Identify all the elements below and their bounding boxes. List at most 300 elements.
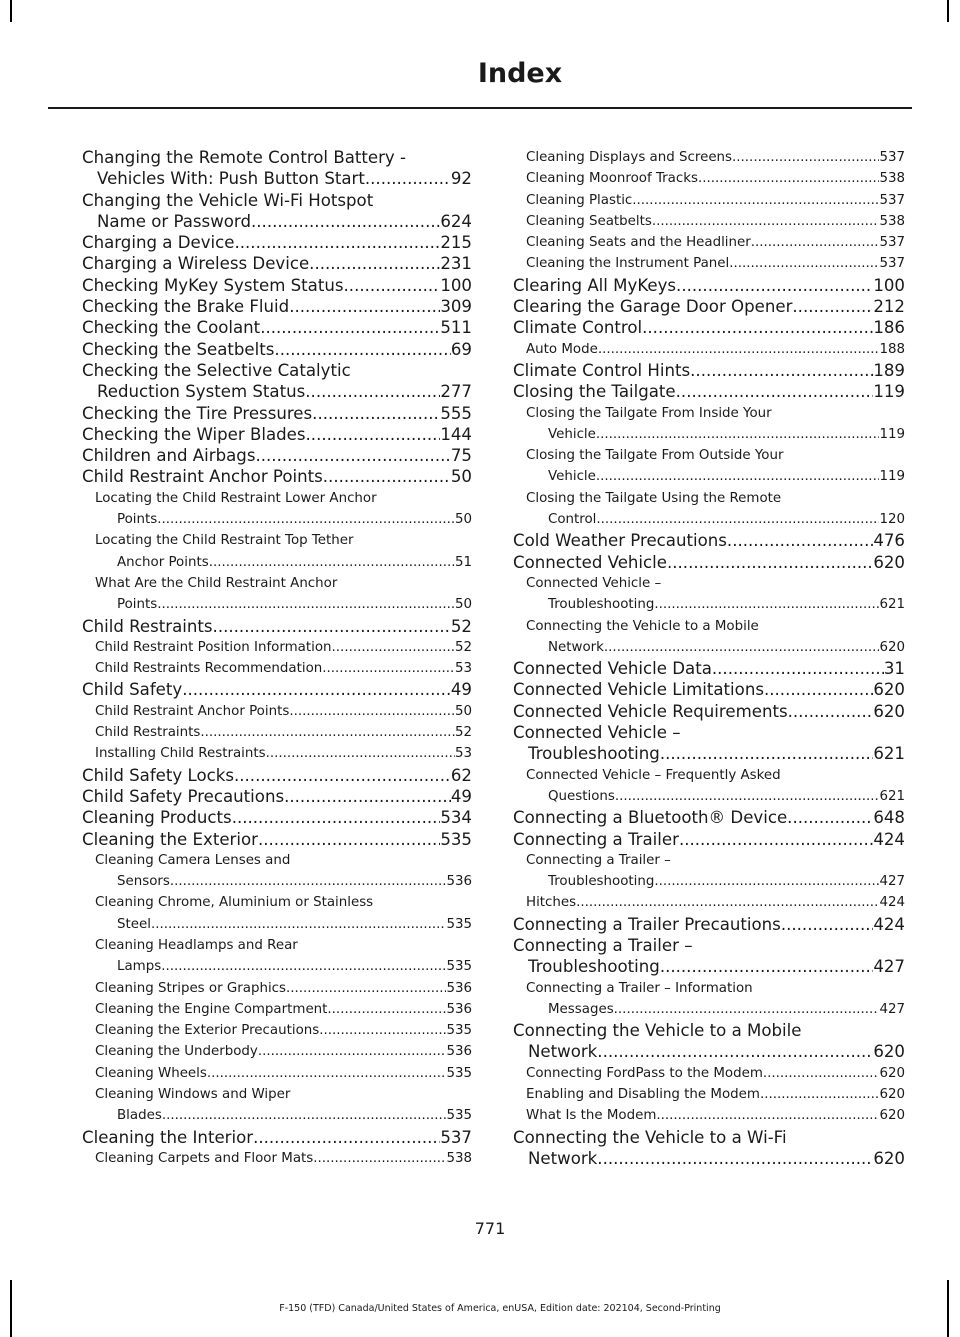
page-number: 771: [474, 1219, 506, 1238]
entry-page-number: 536: [446, 980, 472, 996]
dot-leader: [676, 275, 873, 296]
index-entry: [82, 403, 472, 424]
entry-text: Checking the Coolant: [82, 318, 261, 338]
entry-page-number: 535: [446, 1065, 472, 1081]
dot-leader: [251, 211, 440, 232]
entry-text: What Is the Modem: [526, 1108, 657, 1124]
entry-text: Connecting a Bluetooth® Device: [513, 808, 788, 828]
dot-leader: [596, 424, 880, 445]
entry-text: Connected Vehicle Requirements: [513, 701, 788, 721]
index-subentry: [513, 147, 905, 168]
entry-text: Connecting the Vehicle to a Wi-Fi: [513, 1127, 787, 1147]
entry-page-number: 52: [454, 639, 472, 655]
index-subentry: [513, 850, 905, 893]
dot-leader: [642, 317, 873, 338]
entry-page-number: 537: [879, 256, 905, 272]
dot-leader: [676, 381, 874, 402]
dot-leader: [656, 1105, 879, 1126]
entry-text: Cleaning Stripes or Graphics: [95, 980, 286, 996]
crop-mark-top-left: [10, 0, 12, 22]
entry-text: Cleaning Chrome, Aluminium or Stainless: [95, 895, 374, 911]
index-entry: [82, 765, 472, 786]
entry-page-number: 511: [440, 318, 472, 338]
entry-text: Cleaning the Engine Compartment: [95, 1001, 328, 1017]
entry-text: Charging a Device: [82, 233, 235, 253]
dot-leader: [597, 1148, 873, 1169]
entry-text: Cleaning Seats and the Headliner: [526, 235, 751, 251]
index-entry: [82, 829, 472, 850]
index-subentry: [513, 765, 905, 808]
entry-text: Locating the Child Restraint Top Tether: [95, 533, 354, 549]
index-entry: [82, 317, 472, 338]
entry-text: Connected Vehicle Limitations: [513, 680, 764, 700]
entry-text: Children and Airbags: [82, 446, 256, 466]
entry-text: Network: [548, 639, 604, 655]
dot-leader: [652, 211, 880, 232]
index-subentry: [82, 892, 472, 935]
dot-leader: [213, 616, 451, 637]
entry-text: Checking the Wiper Blades: [82, 424, 306, 444]
entry-text: Closing the Tailgate From Inside Your: [526, 405, 772, 421]
index-entry: [513, 658, 905, 679]
entry-page-number: 620: [873, 1148, 905, 1168]
dot-leader: [322, 658, 455, 679]
entry-text: Name or Password: [97, 211, 251, 231]
dot-leader: [788, 701, 874, 722]
entry-page-number: 50: [454, 512, 472, 528]
dot-leader: [284, 786, 451, 807]
index-entry: [513, 360, 905, 381]
dot-leader: [660, 956, 874, 977]
entry-page-number: 648: [873, 808, 905, 828]
index-subentry: [513, 1105, 905, 1126]
entry-page-number: 427: [879, 1001, 905, 1017]
index-entry: [82, 190, 472, 233]
dot-leader: [313, 1148, 446, 1169]
entry-text: Network: [528, 1042, 598, 1062]
entry-text: Climate Control Hints: [513, 360, 691, 380]
entry-text: Cleaning Carpets and Floor Mats: [95, 1150, 314, 1166]
entry-page-number: 537: [879, 150, 905, 165]
entry-text: Control: [548, 512, 597, 528]
entry-page-number: 144: [440, 424, 472, 444]
index-entry: [513, 1127, 905, 1170]
index-subentry: [82, 658, 472, 679]
dot-leader: [344, 275, 441, 296]
dot-leader: [365, 168, 451, 189]
index-subentry: [513, 616, 905, 659]
dot-leader: [209, 552, 455, 573]
entry-text: Child Restraint Anchor Points: [95, 703, 290, 719]
index-subentry: [82, 701, 472, 722]
dot-leader: [712, 658, 884, 679]
index-subentry: [82, 850, 472, 893]
entry-page-number: 62: [450, 765, 472, 785]
index-entry: [82, 424, 472, 445]
dot-leader: [632, 190, 879, 211]
index-subentry: [82, 488, 472, 531]
entry-page-number: 537: [879, 235, 905, 251]
dot-leader: [286, 978, 446, 999]
entry-page-number: 53: [454, 661, 472, 677]
entry-text: Child Safety Locks: [82, 765, 234, 785]
entry-page-number: 31: [883, 659, 905, 679]
entry-text: Troubleshooting: [528, 744, 660, 764]
dot-leader: [604, 637, 880, 658]
index-subentry: [82, 573, 472, 616]
entry-text: Cleaning Wheels: [95, 1065, 207, 1081]
entry-text: Vehicles With: Push Button Start: [97, 169, 365, 189]
entry-page-number: 52: [450, 616, 472, 636]
entry-page-number: 69: [450, 339, 472, 359]
entry-text: Connecting the Vehicle to a Mobile: [513, 1021, 802, 1041]
dot-leader: [760, 1084, 879, 1105]
entry-page-number: 188: [879, 341, 905, 357]
entry-page-number: 620: [879, 1065, 905, 1081]
dot-leader: [200, 722, 455, 743]
entry-page-number: 536: [446, 874, 472, 890]
dot-leader: [727, 530, 873, 551]
entry-page-number: 476: [873, 531, 905, 551]
index-subentry: [513, 1084, 905, 1105]
entry-text: Child Safety: [82, 680, 183, 700]
entry-text: Enabling and Disabling the Modem: [526, 1087, 760, 1103]
header-rule: [48, 107, 912, 109]
entry-text: Connecting the Vehicle to a Mobile: [526, 618, 759, 634]
dot-leader: [615, 786, 880, 807]
entry-text: Charging a Wireless Device: [82, 254, 310, 274]
dot-leader: [598, 339, 880, 360]
index-subentry: [82, 1084, 472, 1127]
entry-text: Child Restraints: [82, 616, 213, 636]
entry-text: Climate Control: [513, 318, 643, 338]
entry-page-number: 620: [873, 680, 905, 700]
index-entry: [82, 786, 472, 807]
index-entry: [513, 552, 905, 573]
entry-text: Connected Vehicle –: [526, 575, 662, 591]
entry-text: Cleaning the Interior: [82, 1127, 254, 1147]
dot-leader: [161, 956, 446, 977]
dot-leader: [332, 637, 455, 658]
entry-text: Cleaning the Instrument Panel: [526, 256, 730, 272]
crop-mark-top-right: [947, 0, 949, 22]
dot-leader: [327, 999, 446, 1020]
entry-text: Checking the Brake Fluid: [82, 297, 290, 317]
entry-text: Connected Vehicle –: [513, 723, 681, 743]
dot-leader: [323, 466, 451, 487]
entry-text: Troubleshooting: [548, 597, 655, 613]
entry-page-number: 231: [440, 254, 472, 274]
entry-page-number: 621: [873, 744, 905, 764]
dot-leader: [274, 339, 450, 360]
dot-leader: [207, 1063, 447, 1084]
dot-leader: [614, 999, 880, 1020]
index-entry: [513, 807, 905, 828]
index-entry: [513, 381, 905, 402]
index-subentry: [513, 1063, 905, 1084]
entry-text: Closing the Tailgate: [513, 382, 676, 402]
index-entry: [82, 445, 472, 466]
entry-page-number: 100: [873, 275, 905, 295]
dot-leader: [157, 594, 455, 615]
entry-text: Cleaning Plastic: [526, 192, 633, 208]
index-subentry: [513, 190, 905, 211]
entry-text: Cleaning Windows and Wiper: [95, 1087, 291, 1103]
dot-leader: [309, 253, 440, 274]
entry-text: Cleaning the Exterior Precautions: [95, 1023, 320, 1039]
dot-leader: [258, 1041, 447, 1062]
index-entry: [82, 147, 472, 190]
index-subentry: [82, 935, 472, 978]
dot-leader: [732, 147, 879, 168]
entry-text: Connected Vehicle Data: [513, 659, 712, 679]
index-subentry: [513, 445, 905, 488]
entry-text: Cleaning Moonroof Tracks: [526, 171, 698, 187]
index-entry: [82, 253, 472, 274]
entry-text: What Are the Child Restraint Anchor: [95, 575, 338, 591]
entry-text: Reduction System Status: [97, 382, 306, 402]
index-entry: [82, 360, 472, 403]
entry-page-number: 50: [454, 597, 472, 613]
index-entry: [82, 1127, 472, 1148]
dot-leader: [576, 892, 879, 913]
dot-leader: [258, 829, 440, 850]
entry-page-number: 50: [454, 703, 472, 719]
entry-page-number: 536: [446, 1044, 472, 1060]
index-entry: [513, 914, 905, 935]
entry-text: Changing the Remote Control Battery -: [82, 148, 406, 167]
entry-text: Child Restraints: [95, 725, 201, 741]
entry-page-number: 538: [446, 1150, 472, 1166]
index-subentry: [82, 743, 472, 764]
index-subentry: [513, 168, 905, 189]
entry-page-number: 424: [879, 895, 905, 911]
dot-leader: [319, 1020, 446, 1041]
entry-text: Connecting a Trailer –: [526, 852, 671, 868]
index-subentry: [513, 253, 905, 274]
page-title: Index: [477, 58, 563, 89]
entry-text: Connected Vehicle: [513, 552, 667, 572]
dot-leader: [289, 701, 455, 722]
entry-page-number: 536: [446, 1001, 472, 1017]
dot-leader: [260, 317, 440, 338]
index-entry: [513, 296, 905, 317]
entry-text: Changing the Vehicle Wi-Fi Hotspot: [82, 190, 374, 210]
entry-page-number: 535: [446, 916, 472, 932]
index-entry: [513, 530, 905, 551]
entry-text: Cleaning Products: [82, 808, 232, 828]
index-subentry: [513, 232, 905, 253]
entry-text: Cleaning Headlamps and Rear: [95, 937, 298, 953]
entry-text: Lamps: [117, 959, 162, 975]
entry-text: Points: [117, 512, 158, 528]
index-subentry: [513, 573, 905, 616]
entry-page-number: 427: [879, 874, 905, 890]
entry-text: Vehicle: [548, 426, 596, 442]
entry-text: Cleaning Camera Lenses and: [95, 852, 291, 868]
index-subentry: [82, 978, 472, 999]
entry-page-number: 537: [440, 1127, 472, 1147]
entry-page-number: 537: [879, 192, 905, 208]
dot-leader: [151, 914, 446, 935]
entry-page-number: 424: [873, 829, 905, 849]
entry-page-number: 52: [454, 725, 472, 741]
index-entry: [82, 232, 472, 253]
index-column-right: [513, 147, 905, 1169]
dot-leader: [255, 445, 450, 466]
entry-page-number: 309: [440, 297, 472, 317]
entry-page-number: 621: [879, 788, 905, 804]
dot-leader: [751, 232, 880, 253]
dot-leader: [792, 296, 873, 317]
entry-page-number: 620: [873, 552, 905, 572]
index-subentry: [82, 999, 472, 1020]
entry-text: Child Restraints Recommendation: [95, 661, 323, 677]
entry-text: Cold Weather Precautions: [513, 531, 727, 551]
index-entry: [82, 339, 472, 360]
entry-text: Vehicle: [548, 469, 596, 485]
entry-text: Checking the Tire Pressures: [82, 403, 313, 423]
dot-leader: [787, 807, 873, 828]
entry-page-number: 535: [446, 1108, 472, 1124]
entry-text: Network: [528, 1148, 598, 1168]
entry-page-number: 100: [440, 275, 472, 295]
index-entry: [513, 317, 905, 338]
entry-text: Questions: [548, 788, 615, 804]
index-subentry: [513, 978, 905, 1021]
index-subentry: [82, 722, 472, 743]
index-subentry: [513, 488, 905, 531]
entry-page-number: 621: [879, 597, 905, 613]
entry-text: Checking the Selective Catalytic: [82, 360, 351, 380]
index-subentry: [513, 892, 905, 913]
dot-leader: [596, 509, 879, 530]
entry-page-number: 424: [873, 914, 905, 934]
index-subentry: [82, 637, 472, 658]
dot-leader: [667, 552, 873, 573]
dot-leader: [679, 829, 873, 850]
entry-text: Checking MyKey System Status: [82, 275, 344, 295]
dot-leader: [729, 253, 879, 274]
entry-text: Cleaning the Underbody: [95, 1044, 258, 1060]
index-entry: [513, 275, 905, 296]
index-subentry: [513, 339, 905, 360]
dot-leader: [312, 403, 440, 424]
dot-leader: [654, 871, 879, 892]
entry-page-number: 120: [879, 512, 905, 528]
entry-page-number: 75: [450, 446, 472, 466]
dot-leader: [289, 296, 440, 317]
index-entry: [513, 1020, 905, 1063]
index-entry: [513, 829, 905, 850]
index-subentry: [82, 1020, 472, 1041]
entry-text: Messages: [548, 1001, 614, 1017]
entry-text: Sensors: [117, 874, 170, 890]
entry-text: Blades: [117, 1108, 162, 1124]
dot-leader: [597, 1041, 873, 1062]
index-entry: [513, 679, 905, 700]
entry-page-number: 620: [873, 1042, 905, 1062]
entry-page-number: 535: [446, 1023, 472, 1039]
entry-page-number: 620: [879, 639, 905, 655]
entry-page-number: 51: [454, 554, 472, 570]
entry-text: Clearing the Garage Door Opener: [513, 297, 793, 317]
entry-page-number: 49: [450, 680, 472, 700]
dot-leader: [170, 871, 447, 892]
dot-leader: [781, 914, 873, 935]
entry-page-number: 119: [879, 426, 905, 442]
dot-leader: [763, 1063, 880, 1084]
entry-page-number: 119: [879, 469, 905, 485]
entry-page-number: 215: [440, 233, 472, 253]
entry-text: Closing the Tailgate From Outside Your: [526, 448, 784, 464]
entry-page-number: 534: [440, 808, 472, 828]
dot-leader: [182, 679, 451, 700]
index-column-left: [82, 147, 472, 1169]
dot-leader: [162, 1105, 447, 1126]
entry-text: Clearing All MyKeys: [513, 275, 677, 295]
entry-page-number: 92: [450, 169, 472, 189]
entry-text: Connecting FordPass to the Modem: [526, 1065, 763, 1081]
entry-text: Connecting a Trailer – Information: [526, 980, 753, 996]
entry-page-number: 50: [450, 467, 472, 487]
entry-text: Connecting a Trailer: [513, 829, 679, 849]
entry-text: Connecting a Trailer Precautions: [513, 914, 781, 934]
index-subentry: [82, 1148, 472, 1169]
dot-leader: [596, 466, 880, 487]
dot-leader: [690, 360, 873, 381]
dot-leader: [266, 743, 455, 764]
entry-page-number: 277: [440, 382, 472, 402]
dot-leader: [157, 509, 455, 530]
entry-text: Cleaning the Exterior: [82, 829, 258, 849]
dot-leader: [253, 1127, 440, 1148]
entry-page-number: 538: [879, 213, 905, 229]
entry-text: Cleaning Seatbelts: [526, 213, 652, 229]
entry-text: Locating the Child Restraint Lower Anchor: [95, 490, 377, 506]
index-entry: [82, 616, 472, 637]
dot-leader: [306, 424, 441, 445]
index-entry: [82, 807, 472, 828]
index-subentry: [82, 1063, 472, 1084]
entry-text: Child Restraint Anchor Points: [82, 467, 323, 487]
dot-leader: [660, 743, 874, 764]
index-entry: [513, 701, 905, 722]
entry-text: Auto Mode: [526, 341, 598, 357]
entry-page-number: 620: [873, 701, 905, 721]
entry-page-number: 53: [454, 746, 472, 762]
entry-text: Installing Child Restraints: [95, 746, 266, 762]
dot-leader: [698, 168, 879, 189]
dot-leader: [234, 765, 451, 786]
entry-text: Closing the Tailgate Using the Remote: [526, 490, 782, 506]
entry-page-number: 427: [873, 957, 905, 977]
dot-leader: [764, 679, 873, 700]
index-entry: [82, 296, 472, 317]
entry-text: Child Safety Precautions: [82, 786, 285, 806]
index-subentry: [513, 211, 905, 232]
entry-page-number: 186: [873, 318, 905, 338]
index-entry: [82, 275, 472, 296]
dot-leader: [232, 807, 441, 828]
index-entry: [513, 722, 905, 765]
entry-page-number: 555: [440, 403, 472, 423]
entry-page-number: 535: [440, 829, 472, 849]
entry-page-number: 620: [879, 1087, 905, 1103]
index-subentry: [82, 530, 472, 573]
entry-page-number: 49: [450, 786, 472, 806]
entry-text: Connected Vehicle – Frequently Asked: [526, 767, 781, 783]
